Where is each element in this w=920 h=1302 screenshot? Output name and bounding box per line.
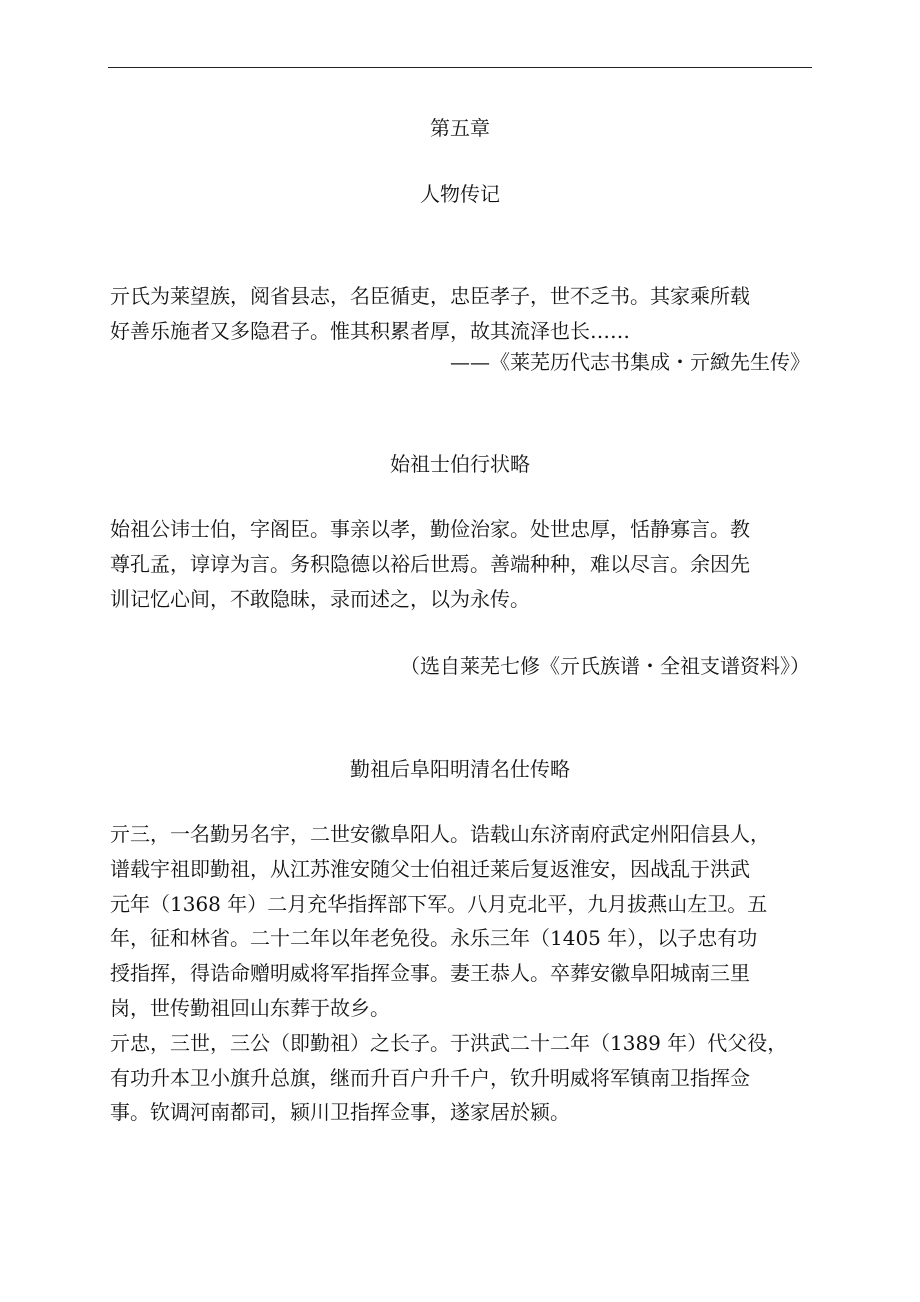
epigraph-attribution: ——《莱芜历代志书集成・亓緻先生传》 [450,350,810,374]
paragraph-line: 亓忠，三世，三公（即勤祖）之长子。于洪武二十二年（1389 年）代父役， [110,1030,788,1055]
paragraph-line: 岗，世传勤祖回山东葬于故乡。 [110,995,390,1020]
paragraph-line: 亓三，一名勤另名宇，二世安徽阜阳人。诰载山东济南府武定州阳信县人， [110,822,770,846]
paragraph-line: 授指挥，得诰命赠明威将军指挥佥事。妻王恭人。卒葬安徽阜阳城南三里 [110,961,750,986]
paragraph-line: 训记忆心间，不敢隐昧，录而述之，以为永传。 [110,586,530,611]
paragraph-line: 年，征和林省。二十二年以年老免役。永乐三年（1405 年），以子忠有功 [110,926,758,951]
paragraph-line: 元年（1368 年）二月充华指挥部下军。八月克北平，九月拔燕山左卫。五 [110,891,768,916]
section-1-source: （选自莱芜七修《亓氏族谱・全祖支谱资料》） [400,654,810,678]
paragraph-line: 尊孔孟，谆谆为言。务积隐德以裕后世焉。善端种种，难以尽言。余因先 [110,551,750,576]
chapter-subtitle: 人物传记 [420,182,500,206]
section-title-1: 始祖士伯行状略 [390,452,530,476]
epigraph-line: 亓氏为莱望族，阅省县志，名臣循吏，忠臣孝子，世不乏书。其家乘所载 [110,284,750,308]
paragraph-line: 有功升本卫小旗升总旗，继而升百户升千户，钦升明威将军镇南卫指挥佥 [110,1065,750,1090]
section-2-body [110,817,812,1130]
section-1-body [110,512,812,616]
paragraph-line: 谱载宇祖即勤祖，从江苏淮安随父士伯祖迁莱后复返淮安，因战乱于洪武 [110,856,750,881]
epigraph-line: 好善乐施者又多隐君子。惟其积累者厚，故其流泽也长…… [110,318,630,343]
header-rule [108,67,812,68]
chapter-title: 第五章 [430,116,490,140]
paragraph-line: 事。钦调河南都司，颍川卫指挥佥事，遂家居於颍。 [110,1100,570,1125]
paragraph-line: 始祖公讳士伯，字阁臣。事亲以孝，勤俭治家。处世忠厚，恬静寡言。教 [110,517,750,541]
section-title-2: 勤祖后阜阳明清名仕传略 [350,757,570,781]
epigraph [110,279,812,349]
